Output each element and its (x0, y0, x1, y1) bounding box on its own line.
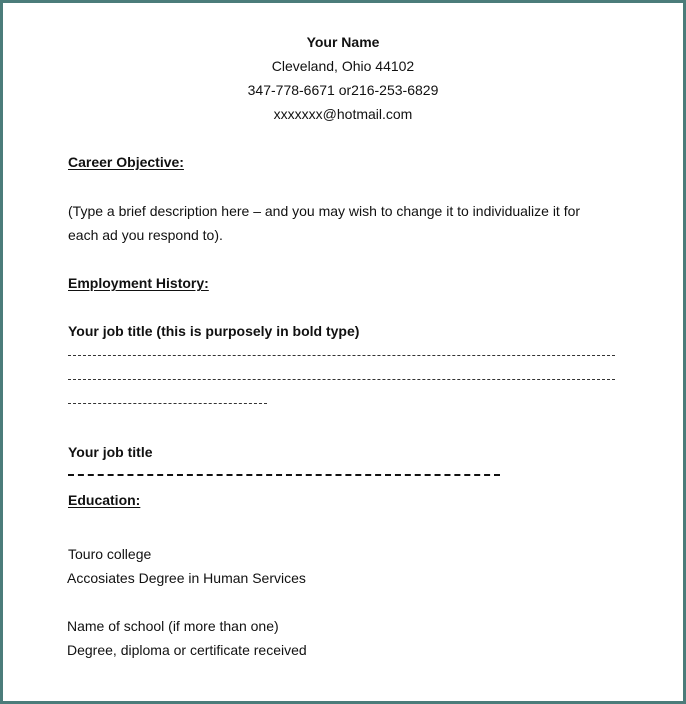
job-title-2: Your job title (68, 444, 153, 460)
school-name-1: Touro college (68, 546, 152, 562)
job-description-rule-3 (68, 403, 267, 404)
career-objective-heading: Career Objective: (68, 154, 184, 170)
degree-1: Accosiates Degree in Human Services (67, 570, 306, 586)
applicant-email: xxxxxxx@hotmail.com (273, 106, 413, 122)
career-objective-text-line-2: each ad you respond to). (68, 227, 223, 243)
employment-history-heading: Employment History: (68, 275, 209, 291)
job-description-rule-2 (68, 379, 615, 380)
education-heading: Education: (68, 492, 141, 508)
job-title-1: Your job title (this is purposely in bold type) (68, 323, 360, 339)
school-name-2: Name of school (if more than one) (67, 618, 279, 634)
degree-2: Degree, diploma or certificate received (67, 642, 307, 658)
applicant-phones: 347-778-6671 or216-253-6829 (247, 82, 439, 98)
job-description-rule-4 (68, 474, 500, 476)
applicant-address: Cleveland, Ohio 44102 (271, 58, 415, 74)
job-description-rule-1 (68, 355, 615, 356)
applicant-name: Your Name (306, 34, 380, 50)
career-objective-text-line-1: (Type a brief description here – and you may wish to change it to individualize it for (68, 203, 581, 219)
